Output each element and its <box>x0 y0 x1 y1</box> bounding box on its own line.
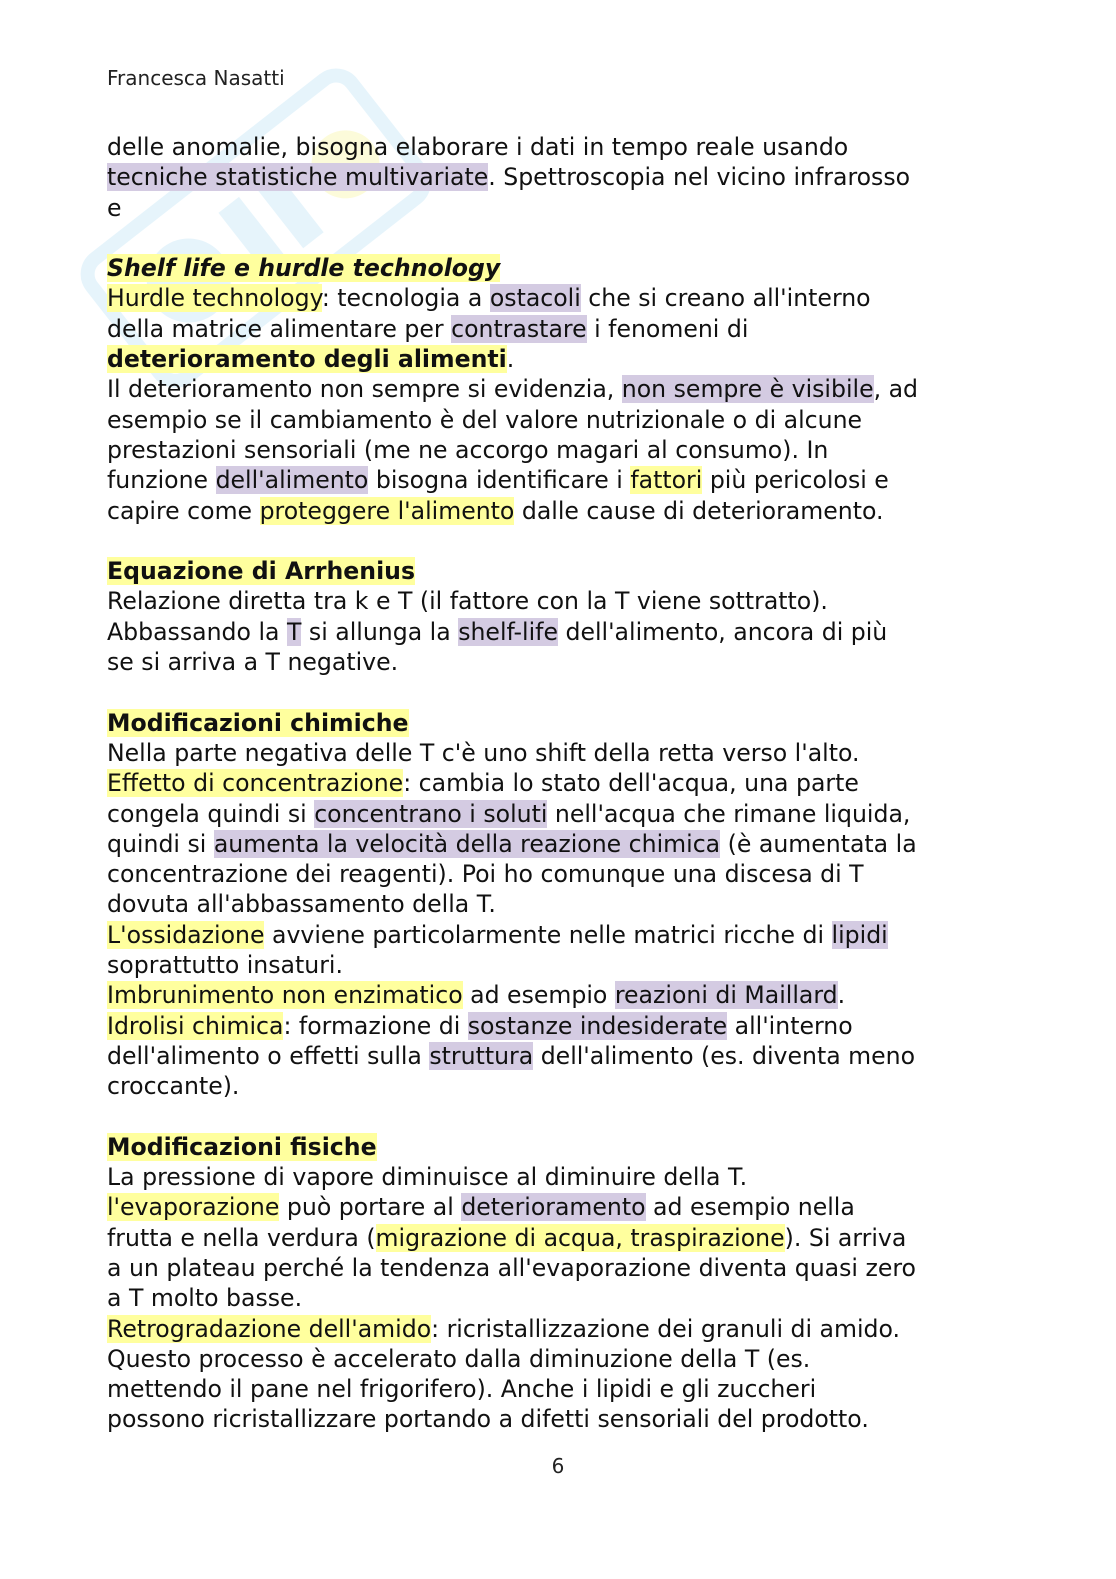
section-heading: Shelf life e hurdle technology <box>107 254 501 283</box>
text-segment: nell'acqua che rimane liquida, <box>547 799 911 828</box>
text-segment: . Spettroscopia nel vicino infrarosso <box>488 163 911 192</box>
text-line <box>107 496 1007 526</box>
text-line <box>107 768 1007 798</box>
text-line <box>107 374 1007 404</box>
blank-line <box>107 526 1007 556</box>
text-segment: prestazioni sensoriali (me ne accorgo magari al consumo). In <box>107 435 829 464</box>
blank-line <box>107 677 1007 707</box>
text-segment: dell'alimento (es. diventa meno <box>533 1041 916 1070</box>
highlighted-text: fattori <box>630 466 703 495</box>
highlighted-text: aumenta la velocità della reazione chimica <box>213 829 721 858</box>
text-line <box>107 1162 1007 1192</box>
section-heading: deterioramento degli alimenti <box>107 345 507 374</box>
highlighted-text: Imbrunimento non enzimatico <box>107 981 463 1010</box>
highlighted-text: struttura <box>429 1041 534 1070</box>
text-segment: ad esempio nella <box>645 1193 855 1222</box>
page-number: 6 <box>551 1454 565 1478</box>
text-line <box>107 647 1007 677</box>
text-segment: quindi si <box>107 829 214 858</box>
highlighted-text: Hurdle technology <box>107 284 322 313</box>
text-line <box>107 344 1007 374</box>
blank-line <box>107 1102 1007 1132</box>
text-segment: Relazione diretta tra k e T (il fattore con la T viene sottratto). <box>107 587 828 616</box>
text-segment: a un plateau perché la tendenza all'evaporazione diventa quasi zero <box>107 1253 916 1282</box>
section-heading: Modificazioni fisiche <box>107 1132 377 1161</box>
text-segment: capire come <box>107 496 260 525</box>
text-line <box>107 586 1007 616</box>
text-line <box>107 193 1007 223</box>
text-line <box>107 405 1007 435</box>
text-segment: frutta e nella verdura ( <box>107 1223 376 1252</box>
text-line <box>107 435 1007 465</box>
highlighted-text: ostacoli <box>489 284 581 313</box>
text-line <box>107 980 1007 1010</box>
text-segment: soprattutto insaturi. <box>107 951 343 980</box>
text-segment: possono ricristallizzare portando a difetti sensoriali del prodotto. <box>107 1405 869 1434</box>
text-segment: bisogna identificare i <box>368 466 631 495</box>
text-segment: mettendo il pane nel frigorifero). Anche i lipidi e gli zuccheri <box>107 1375 817 1404</box>
text-line <box>107 465 1007 495</box>
section-heading: Equazione di Arrhenius <box>107 557 416 586</box>
text-line <box>107 1071 1007 1101</box>
text-segment: ad esempio <box>462 981 615 1010</box>
text-line <box>107 1344 1007 1374</box>
text-line <box>107 1253 1007 1283</box>
text-segment: della matrice alimentare per <box>107 314 452 343</box>
highlighted-text: tecniche statistiche multivariate <box>107 163 489 192</box>
text-segment: , ad <box>873 375 919 404</box>
text-segment: La pressione di vapore diminuisce al diminuire della T. <box>107 1163 748 1192</box>
text-segment: (è aumentata la <box>720 829 917 858</box>
highlighted-text: concentrano i soluti <box>314 799 548 828</box>
highlighted-text: Idrolisi chimica <box>107 1011 284 1040</box>
text-line <box>107 556 1007 586</box>
text-segment: a T molto basse. <box>107 1284 303 1313</box>
text-line <box>107 1011 1007 1041</box>
text-segment: più pericolosi e <box>702 466 889 495</box>
text-line <box>107 859 1007 889</box>
highlighted-text: sostanze indesiderate <box>467 1011 728 1040</box>
text-segment: dell'alimento, ancora di più <box>557 617 888 646</box>
text-line <box>107 1041 1007 1071</box>
text-line <box>107 738 1007 768</box>
document-body <box>107 132 1007 1435</box>
text-segment: all'interno <box>727 1011 853 1040</box>
text-line <box>107 1404 1007 1434</box>
text-line <box>107 1374 1007 1404</box>
highlighted-text: proteggere l'alimento <box>259 496 515 525</box>
text-segment: funzione <box>107 466 216 495</box>
highlighted-text: deterioramento <box>461 1193 646 1222</box>
text-segment: : ricristallizzazione dei granuli di amido. <box>431 1314 901 1343</box>
text-segment: . <box>506 345 515 374</box>
text-segment: : cambia lo stato dell'acqua, una parte <box>403 769 859 798</box>
text-segment: dovuta all'abbassamento della T. <box>107 890 496 919</box>
text-segment: può portare al <box>279 1193 462 1222</box>
text-segment: : formazione di <box>283 1011 468 1040</box>
text-segment: dalle cause di deterioramento. <box>514 496 884 525</box>
highlighted-text: shelf-life <box>458 617 558 646</box>
text-line <box>107 314 1007 344</box>
text-line <box>107 1132 1007 1162</box>
section-heading: Modificazioni chimiche <box>107 708 409 737</box>
highlighted-text: dell'alimento <box>215 466 369 495</box>
text-line <box>107 1314 1007 1344</box>
text-line <box>107 950 1007 980</box>
highlighted-text: Effetto di concentrazione <box>107 769 404 798</box>
text-line <box>107 799 1007 829</box>
text-segment: croccante). <box>107 1072 240 1101</box>
text-line <box>107 132 1007 162</box>
highlighted-text: contrastare <box>451 314 587 343</box>
highlighted-text: L'ossidazione <box>107 920 265 949</box>
text-line <box>107 283 1007 313</box>
text-segment: . <box>837 981 846 1010</box>
highlighted-text: reazioni di Maillard <box>614 981 838 1010</box>
text-line <box>107 708 1007 738</box>
page-header-author: Francesca Nasatti <box>107 66 285 90</box>
text-segment: e <box>107 193 122 222</box>
text-segment: delle anomalie, bisogna elaborare i dati in tempo reale usando <box>107 133 849 161</box>
text-line <box>107 617 1007 647</box>
text-segment: esempio se il cambiamento è del valore nutrizionale o di alcune <box>107 405 863 434</box>
text-segment: i fenomeni di <box>586 314 749 343</box>
text-line <box>107 829 1007 859</box>
text-segment: congela quindi si <box>107 799 315 828</box>
text-segment: avviene particolarmente nelle matrici ricche di <box>264 920 832 949</box>
text-line <box>107 162 1007 192</box>
text-segment: concentrazione dei reagenti). Poi ho comunque una discesa di T <box>107 860 864 889</box>
blank-line <box>107 223 1007 253</box>
text-segment: se si arriva a T negative. <box>107 648 399 677</box>
text-segment: Abbassando la <box>107 617 287 646</box>
text-segment: Questo processo è accelerato dalla diminuzione della T (es. <box>107 1344 811 1373</box>
text-line <box>107 889 1007 919</box>
text-segment: Nella parte negativa delle T c'è uno shift della retta verso l'alto. <box>107 738 860 767</box>
text-segment: Il deterioramento non sempre si evidenzia, <box>107 375 622 404</box>
text-line <box>107 1192 1007 1222</box>
text-segment: ). Si arriva <box>784 1223 907 1252</box>
text-line <box>107 1283 1007 1313</box>
text-line <box>107 920 1007 950</box>
text-segment: che si creano all'interno <box>580 284 871 313</box>
highlighted-text: lipidi <box>831 920 888 949</box>
highlighted-text: migrazione di acqua, traspirazione <box>375 1223 785 1252</box>
highlighted-text: non sempre è visibile <box>621 375 874 404</box>
text-segment: dell'alimento o effetti sulla <box>107 1041 430 1070</box>
highlighted-text: T <box>286 617 302 646</box>
text-segment: : tecnologia a <box>321 284 490 313</box>
text-segment: si allunga la <box>301 617 459 646</box>
text-line <box>107 253 1007 283</box>
highlighted-text: Retrogradazione dell'amido <box>107 1314 432 1343</box>
highlighted-text: l'evaporazione <box>107 1193 280 1222</box>
text-line <box>107 1223 1007 1253</box>
